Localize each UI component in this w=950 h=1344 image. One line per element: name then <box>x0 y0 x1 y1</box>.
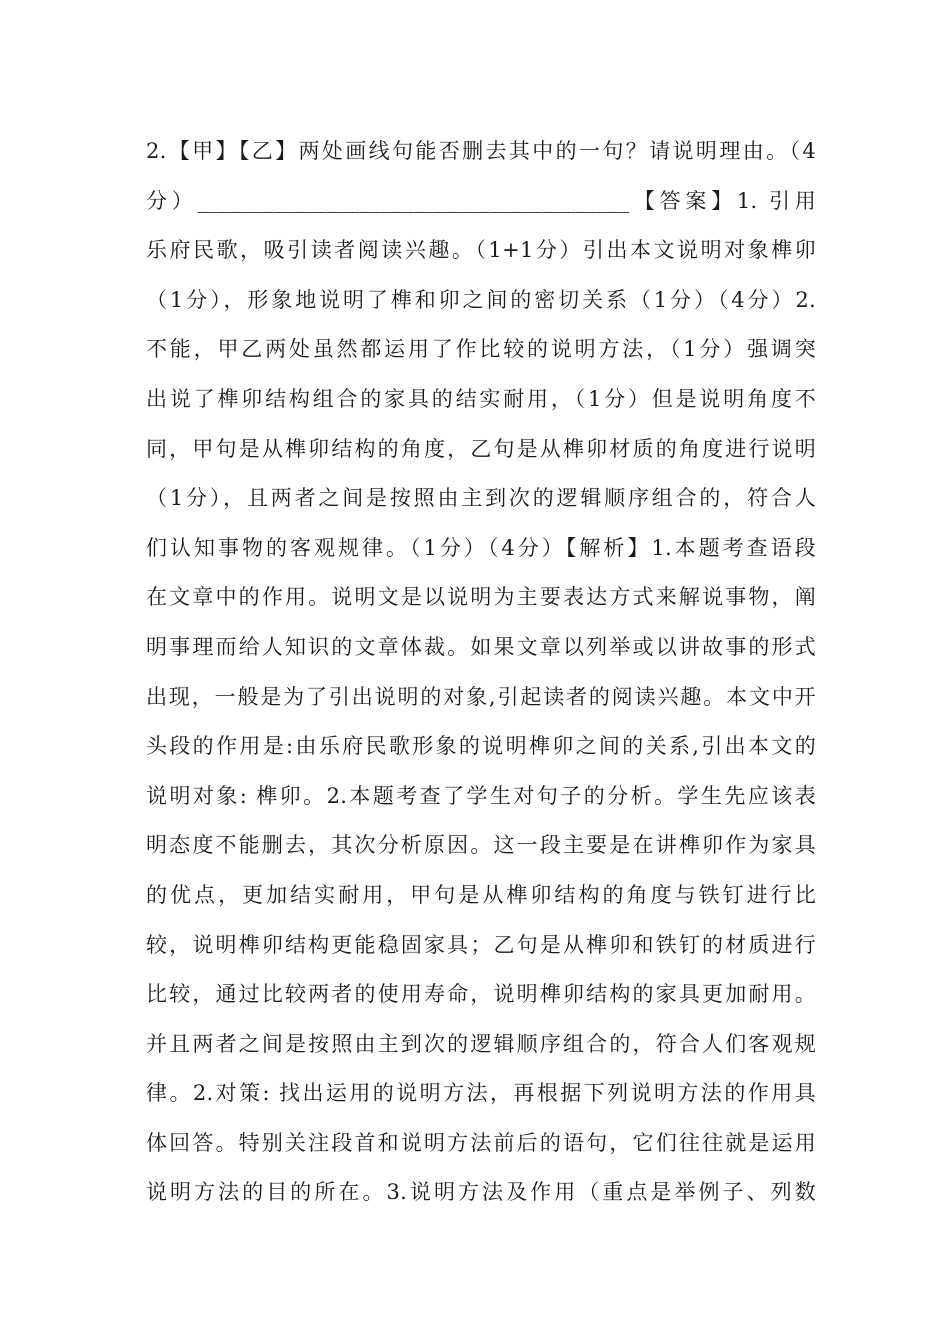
text-line: 同，甲句是从榫卯结构的角度，乙句是从榫卯材质的角度进行说明 <box>146 436 816 461</box>
text-line: 说明对象: 榫卯。2.本题考查了学生对句子的分析。学生先应该表 <box>146 783 816 808</box>
text-line: 体回答。特别关注段首和说明方法前后的语句，它们往往就是运用 <box>146 1130 816 1155</box>
text-line: 分）________________________________________【答案】1. 引用 <box>146 188 816 213</box>
text-line: （1分），形象地说明了榫和卯之间的密切关系（1分）（4分）2. <box>146 287 816 312</box>
text-line: 2.【甲】【乙】两处画线句能否删去其中的一句？请说明理由。（4 <box>146 139 816 163</box>
text-line: 的优点，更加结实耐用，甲句是从榫卯结构的角度与铁钉进行比 <box>146 882 816 907</box>
text-line: 明事理而给人知识的文章体裁。如果文章以列举或以讲故事的形式 <box>146 634 816 659</box>
text-line: 不能，甲乙两处虽然都运用了作比较的说明方法，（1分）强调突 <box>146 337 816 362</box>
text-line: 出现，一般是为了引出说明的对象,引起读者的阅读兴趣。本文中开 <box>146 684 816 709</box>
text-line: 并且两者之间是按照由主到次的逻辑顺序组合的，符合人们客观规 <box>146 1031 816 1056</box>
text-line: 出说了榫卯结构组合的家具的结实耐用，（1分）但是说明角度不 <box>146 386 816 411</box>
text-line: 较，说明榫卯结构更能稳固家具；乙句是从榫卯和铁钉的材质进行 <box>146 932 816 957</box>
text-line: 律。2.对策: 找出运用的说明方法，再根据下列说明方法的作用具 <box>146 1081 816 1106</box>
text-line: 乐府民歌，吸引读者阅读兴趣。（1+1分）引出本文说明对象榫卯 <box>146 238 816 263</box>
text-line: 在文章中的作用。说明文是以说明为主要表达方式来解说事物，阐 <box>146 585 816 610</box>
text-line: （1分），且两者之间是按照由主到次的逻辑顺序组合的，符合人 <box>146 486 816 511</box>
text-line: 说明方法的目的所在。3.说明方法及作用（重点是举例子、列数 <box>146 1180 816 1205</box>
text-line: 头段的作用是:由乐府民歌形象的说明榫卯之间的关系,引出本文的 <box>146 734 816 759</box>
answer-text-block <box>146 127 816 1218</box>
text-line: 们认知事物的客观规律。（1分）（4分）【解析】1.本题考查语段 <box>146 535 816 560</box>
text-line: 明态度不能删去，其次分析原因。这一段主要是在讲榫卯作为家具 <box>146 833 816 858</box>
text-line: 比较，通过比较两者的使用寿命，说明榫卯结构的家具更加耐用。 <box>146 982 816 1007</box>
